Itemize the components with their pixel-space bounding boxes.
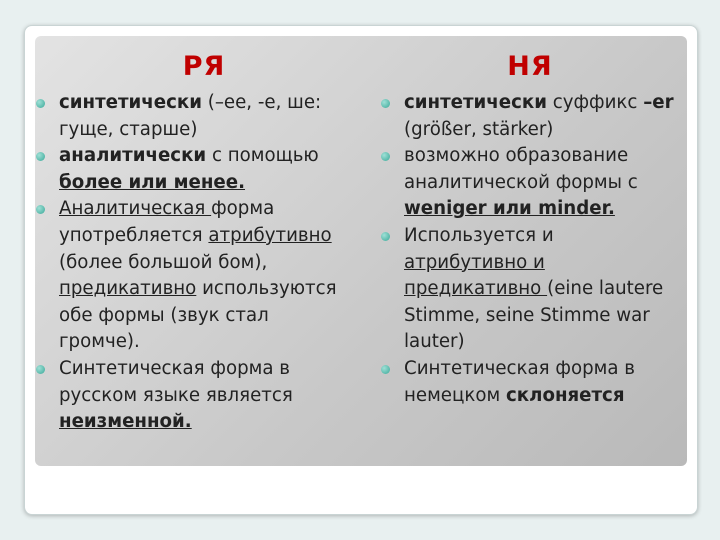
item-text: Синтетическая форма в русском языке является [59, 357, 293, 406]
column-title-russian: РЯ [182, 51, 226, 82]
underlined-text: атрибутивно и предикативно [404, 251, 548, 300]
emphasis-text: более или менее. [59, 171, 246, 193]
item-text: (größer, stärker) [404, 118, 554, 140]
item-text: используются обе формы (звук стал громче). [59, 278, 337, 353]
item-text: форма употребляется [59, 198, 275, 246]
list-item [35, 356, 353, 436]
content-panel [35, 36, 687, 466]
item-text: (более большой бом), [59, 251, 268, 273]
list-item [35, 196, 353, 356]
list-item [380, 143, 680, 223]
item-text: (–ее, -е, ше: гуще, старше) [59, 92, 322, 140]
russian-bullet-list [35, 90, 353, 436]
list-item [380, 356, 680, 409]
suffix-text: –er [643, 92, 674, 113]
underlined-text: атрибутивно [208, 224, 332, 246]
item-text: (eine lautere Stimme, seine Stimme war lauter) [404, 278, 664, 353]
list-item [380, 223, 680, 356]
list-item [35, 90, 353, 143]
item-text: суффикс [546, 92, 644, 113]
underlined-text: Аналитическая [59, 198, 212, 220]
term-synthetic: синтетически [59, 92, 202, 113]
emphasis-text: склоняется [506, 384, 625, 406]
column-russian [35, 36, 353, 436]
item-text: с помощью [206, 145, 319, 167]
item-text: Используется и [404, 224, 554, 246]
list-item [35, 143, 353, 196]
item-text: возможно образование аналитической формы с [404, 145, 638, 193]
term-analytic: аналитически [59, 145, 207, 167]
term-synthetic: синтетически [404, 92, 547, 113]
column-title-german: НЯ [507, 51, 553, 82]
emphasis-text: weniger или minder. [404, 198, 615, 220]
list-item [380, 90, 680, 143]
emphasis-text: неизменной. [59, 411, 192, 433]
slide [24, 25, 698, 515]
german-bullet-list [380, 90, 680, 409]
item-text: Синтетическая форма в немецком [404, 357, 635, 406]
underlined-text: предикативно [59, 278, 197, 300]
column-german [380, 36, 680, 409]
